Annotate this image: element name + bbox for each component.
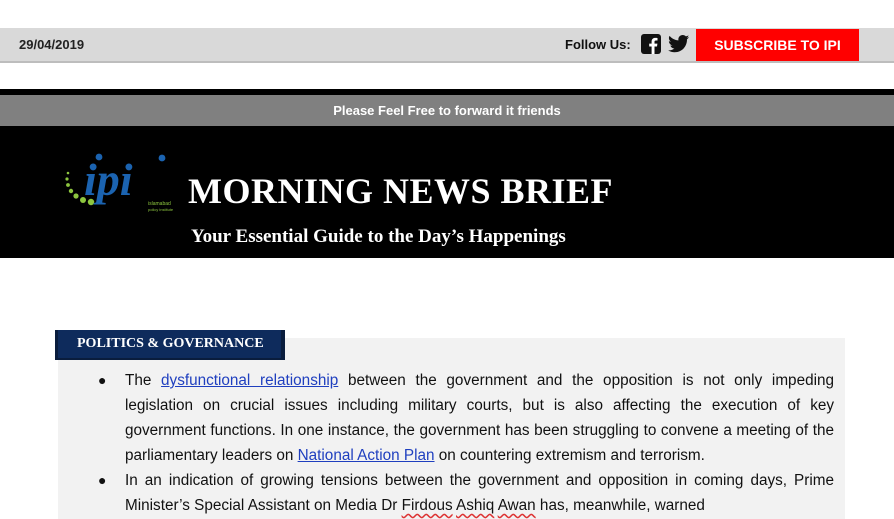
list-item: ● In an indication of growing tensions between the government and opposition in coming days, Prime Minister’s Special Assistant on Media Dr Firdous Ashiq Awan has, meanwhile, warned bbox=[58, 468, 845, 518]
link-dysfunctional-relationship[interactable]: dysfunctional relationship bbox=[161, 372, 339, 389]
bullet-icon: ● bbox=[98, 472, 107, 488]
ipi-logo bbox=[62, 151, 178, 217]
newsletter-tagline: Your Essential Guide to the Day’s Happenings bbox=[191, 226, 566, 247]
forward-notice: Please Feel Free to forward it friends bbox=[0, 95, 894, 126]
bullet-icon: ● bbox=[98, 372, 107, 388]
svg-text:ipi: ipi bbox=[84, 154, 133, 205]
list-item: ● The dysfunctional relationship between the government and the opposition is not only impeding legislation on crucial issues including military courts, but is also affecting the execution of key government functions. In one instance, the government has been struggling to convene a meeting of the parliamentary leaders on National Action Plan on countering extremism and terrorism. bbox=[58, 368, 845, 468]
follow-us-label: Follow Us: bbox=[565, 37, 631, 52]
link-national-action-plan[interactable]: National Action Plan bbox=[297, 447, 435, 464]
subscribe-button[interactable]: SUBSCRIBE TO IPI bbox=[696, 29, 859, 61]
facebook-icon[interactable] bbox=[640, 33, 662, 55]
svg-text:islamabad: islamabad bbox=[148, 201, 171, 207]
newsletter-banner bbox=[0, 89, 894, 258]
date-label: 29/04/2019 bbox=[19, 37, 85, 52]
twitter-icon[interactable] bbox=[668, 33, 690, 55]
news-list bbox=[58, 368, 845, 518]
svg-text:policy institute: policy institute bbox=[148, 207, 174, 212]
section-title-politics-governance: POLITICS & GOVERNANCE bbox=[55, 330, 285, 360]
newsletter-title: MORNING NEWS BRIEF bbox=[188, 171, 614, 211]
top-bar bbox=[0, 28, 894, 63]
